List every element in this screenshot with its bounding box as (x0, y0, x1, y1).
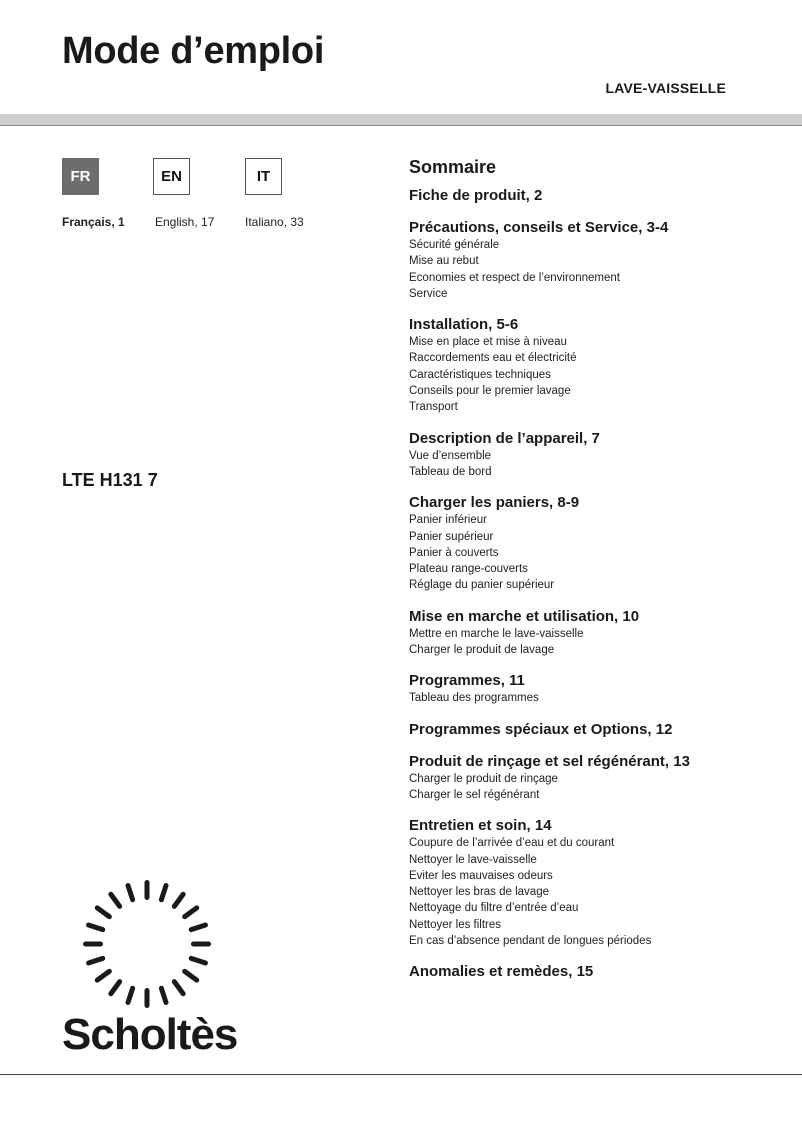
toc-item[interactable]: Mettre en marche le lave-vaisselle (409, 627, 584, 640)
sun-ray (145, 880, 150, 900)
toc-item[interactable]: Plateau range-couverts (409, 563, 528, 576)
language-tab-fr[interactable]: FR (62, 158, 99, 195)
toc-section (409, 219, 789, 302)
sun-ray (85, 922, 106, 933)
language-tab-it[interactable]: IT (245, 158, 282, 195)
toc-item[interactable]: Charger le produit de lavage (409, 644, 555, 657)
sun-ray (181, 968, 200, 984)
toc-item[interactable]: Charger le produit de rinçage (409, 772, 558, 785)
toc-section-title[interactable]: Installation, 5-6 (409, 316, 519, 334)
toc-item[interactable]: Tableau de bord (409, 465, 492, 478)
sun-ray (94, 968, 113, 984)
toc-section (409, 753, 789, 804)
toc-section (409, 672, 789, 706)
sun-ray (171, 978, 187, 997)
sun-ray (125, 985, 136, 1006)
toc-section-list (409, 187, 789, 981)
toc-item[interactable]: Panier supérieur (409, 530, 494, 543)
toc-item[interactable]: Vue d’ensemble (409, 449, 492, 462)
toc-item[interactable]: Conseils pour le premier lavage (409, 385, 571, 398)
toc-item[interactable]: Tableau des programmes (409, 692, 539, 705)
toc-heading: Sommaire (409, 157, 497, 177)
toc-section (409, 494, 789, 593)
toc-item[interactable]: Nettoyer les bras de lavage (409, 886, 549, 899)
toc-item[interactable]: Service (409, 287, 448, 300)
toc-item[interactable]: Nettoyage du filtre d’entrée d’eau (409, 902, 579, 915)
sun-ray (107, 978, 123, 997)
toc-section-title[interactable]: Anomalies et remèdes, 15 (409, 963, 594, 981)
toc-item[interactable]: Mise au rebut (409, 255, 479, 268)
toc-item[interactable]: Réglage du panier supérieur (409, 579, 555, 592)
header-divider-bar (0, 114, 802, 126)
toc-section-title[interactable]: Charger les paniers, 8-9 (409, 494, 580, 512)
sun-ray (107, 891, 123, 910)
toc-section-title[interactable]: Précautions, conseils et Service, 3-4 (409, 219, 669, 236)
language-tab-en[interactable]: EN (153, 158, 190, 195)
sun-ray (145, 988, 150, 1008)
toc-item[interactable]: Sécurité générale (409, 239, 500, 251)
toc-section (409, 430, 789, 481)
language-label-en: English, 17 (155, 215, 215, 229)
sun-ray (83, 942, 103, 947)
sun-ray (85, 955, 106, 966)
toc-item[interactable]: Raccordements eau et électricité (409, 352, 577, 365)
toc-item[interactable]: Eviter les mauvaises odeurs (409, 869, 553, 882)
toc-section-title[interactable]: Produit de rinçage et sel régénérant, 13 (409, 752, 690, 770)
brand-name: Scholtès (62, 1010, 238, 1059)
toc-item[interactable]: Transport (409, 401, 458, 414)
model-number: LTE H131 7 (62, 470, 158, 490)
footer-divider (0, 1074, 802, 1075)
toc-item[interactable]: En cas d’absence pendant de longues périodes (409, 935, 652, 948)
language-label-fr: Français, 1 (62, 215, 125, 229)
toc-item[interactable]: Mise en place et mise à niveau (409, 336, 567, 349)
toc-item[interactable]: Nettoyer le lave-vaisselle (409, 853, 537, 866)
product-category: LAVE-VAISSELLE (605, 80, 726, 96)
toc-section (409, 963, 789, 981)
toc-item[interactable]: Charger le sel régénérant (409, 788, 540, 801)
toc-section-title[interactable]: Entretien et soin, 14 (409, 817, 552, 835)
page-title: Mode d’emploi (62, 30, 325, 72)
table-of-contents (409, 156, 789, 995)
toc-section-title[interactable]: Fiche de produit, 2 (409, 187, 543, 204)
toc-section-title[interactable]: Programmes, 11 (409, 672, 525, 690)
sun-ray (94, 904, 113, 920)
sun-ray (158, 985, 169, 1006)
language-label-it: Italiano, 33 (245, 215, 304, 229)
sun-ray (158, 882, 169, 903)
toc-item[interactable]: Panier à couverts (409, 546, 499, 559)
toc-section (409, 187, 789, 205)
toc-item[interactable]: Coupure de l’arrivée d’eau et du courant (409, 837, 615, 850)
toc-section-title[interactable]: Mise en marche et utilisation, 10 (409, 607, 640, 625)
sun-ray (181, 904, 200, 920)
toc-item[interactable]: Economies et respect de l’environnement (409, 271, 620, 284)
sun-ray (191, 942, 211, 947)
toc-section-title[interactable]: Description de l’appareil, 7 (409, 429, 600, 447)
toc-section (409, 316, 789, 415)
sun-ray (125, 882, 136, 903)
toc-item[interactable]: Nettoyer les filtres (409, 918, 502, 931)
toc-section (409, 608, 789, 659)
sun-ray (188, 922, 209, 933)
sun-ray (171, 891, 187, 910)
toc-item[interactable]: Panier inférieur (409, 514, 487, 527)
toc-section (409, 817, 789, 949)
toc-item[interactable]: Caractéristiques techniques (409, 368, 551, 381)
toc-section (409, 721, 789, 739)
sun-ray (188, 955, 209, 966)
toc-section-title[interactable]: Programmes spéciaux et Options, 12 (409, 720, 673, 738)
